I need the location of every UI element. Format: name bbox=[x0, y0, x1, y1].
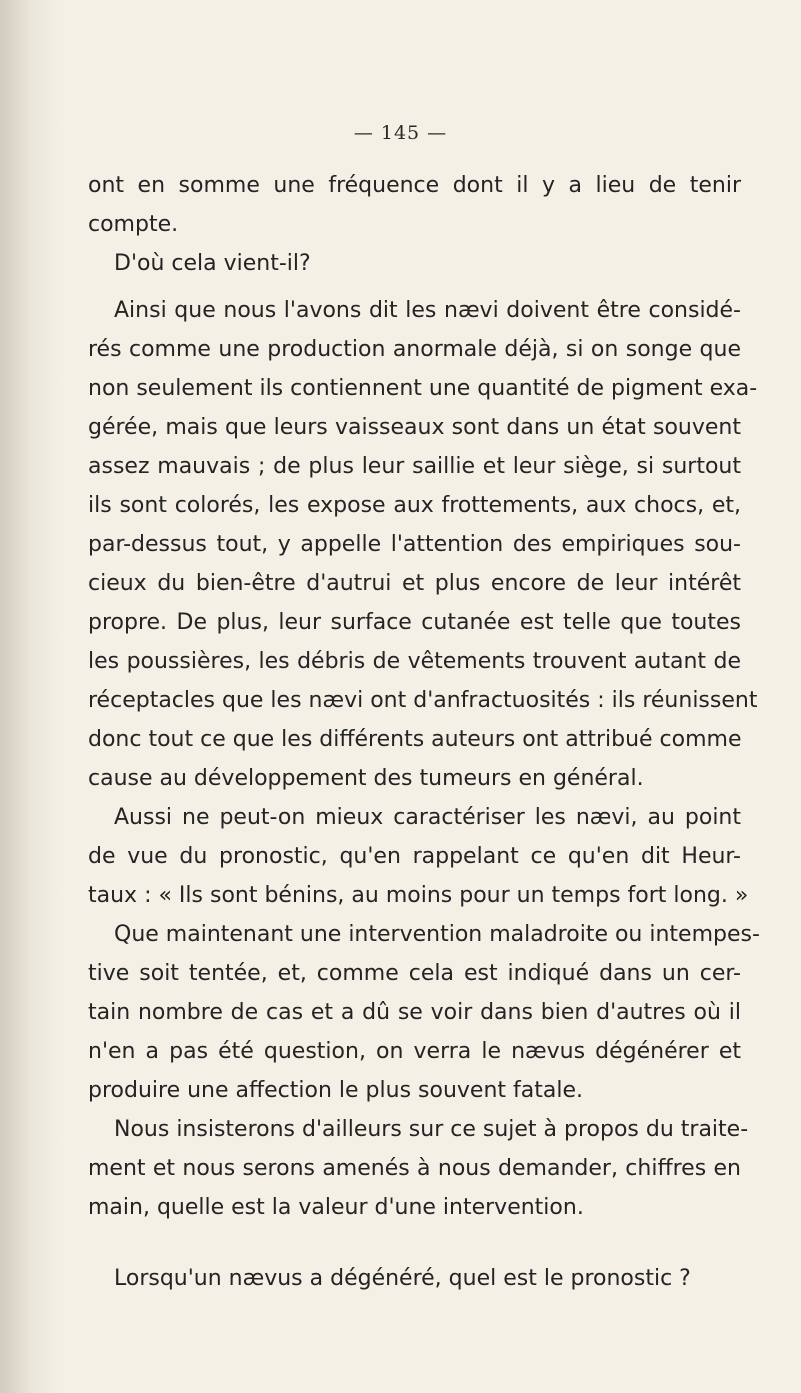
text-line: Aussi ne peut-on mieux caractériser les nævi, au point bbox=[114, 805, 741, 830]
text-line: ont en somme une fréquence dont il y a lieu de tenir bbox=[88, 173, 741, 198]
text-line: tive soit tentée, et, comme cela est indiqué dans un cer- bbox=[88, 961, 741, 986]
text-line: compte. bbox=[88, 212, 179, 237]
text-line: donc tout ce que les différents auteurs ont attribué comme bbox=[88, 727, 742, 752]
text-line: taux : « Ils sont bénins, au moins pour un temps fort long. » bbox=[88, 883, 749, 908]
text-line: rés comme une production anormale déjà, si on songe que bbox=[88, 337, 741, 362]
text-line: ment et nous serons amenés à nous demander, chiffres en bbox=[88, 1156, 741, 1181]
text-line: Que maintenant une intervention maladroite ou intempes- bbox=[114, 922, 760, 947]
text-line: assez mauvais ; de plus leur saillie et leur siège, si surtout bbox=[88, 454, 741, 479]
text-line: produire une affection le plus souvent fatale. bbox=[88, 1078, 583, 1103]
text-line: les poussières, les débris de vêtements trouvent autant de bbox=[88, 649, 741, 674]
body-text bbox=[88, 166, 760, 1298]
text-line: Nous insisterons d'ailleurs sur ce sujet à propos du traite- bbox=[114, 1117, 749, 1142]
section-heading: Lorsqu'un nævus a dégénéré, quel est le pronostic ? bbox=[114, 1266, 691, 1291]
text-line: D'où cela vient-il? bbox=[114, 251, 311, 276]
text-line: n'en a pas été question, on verra le nævus dégénérer et bbox=[88, 1039, 741, 1064]
text-line: Ainsi que nous l'avons dit les nævi doivent être considé- bbox=[114, 298, 741, 323]
text-line: gérée, mais que leurs vaisseaux sont dans un état souvent bbox=[88, 415, 741, 440]
page-number: — 145 — bbox=[353, 122, 448, 144]
text-line: ils sont colorés, les expose aux frottements, aux chocs, et, bbox=[88, 493, 741, 518]
text-line: non seulement ils contiennent une quantité de pigment exa- bbox=[88, 376, 758, 401]
text-line: propre. De plus, leur surface cutanée est telle que toutes bbox=[88, 610, 741, 635]
text-line: réceptacles que les nævi ont d'anfractuosités : ils réunissent bbox=[88, 688, 758, 713]
text-line: main, quelle est la valeur d'une intervention. bbox=[88, 1195, 584, 1220]
text-line: cause au développement des tumeurs en général. bbox=[88, 766, 644, 791]
text-line: cieux du bien-être d'autrui et plus encore de leur intérêt bbox=[88, 571, 741, 596]
text-line: par-dessus tout, y appelle l'attention des empiriques sou- bbox=[88, 532, 741, 557]
text-line: tain nombre de cas et a dû se voir dans bien d'autres où il bbox=[88, 1000, 741, 1025]
text-line: de vue du pronostic, qu'en rappelant ce qu'en dit Heur- bbox=[88, 844, 741, 869]
